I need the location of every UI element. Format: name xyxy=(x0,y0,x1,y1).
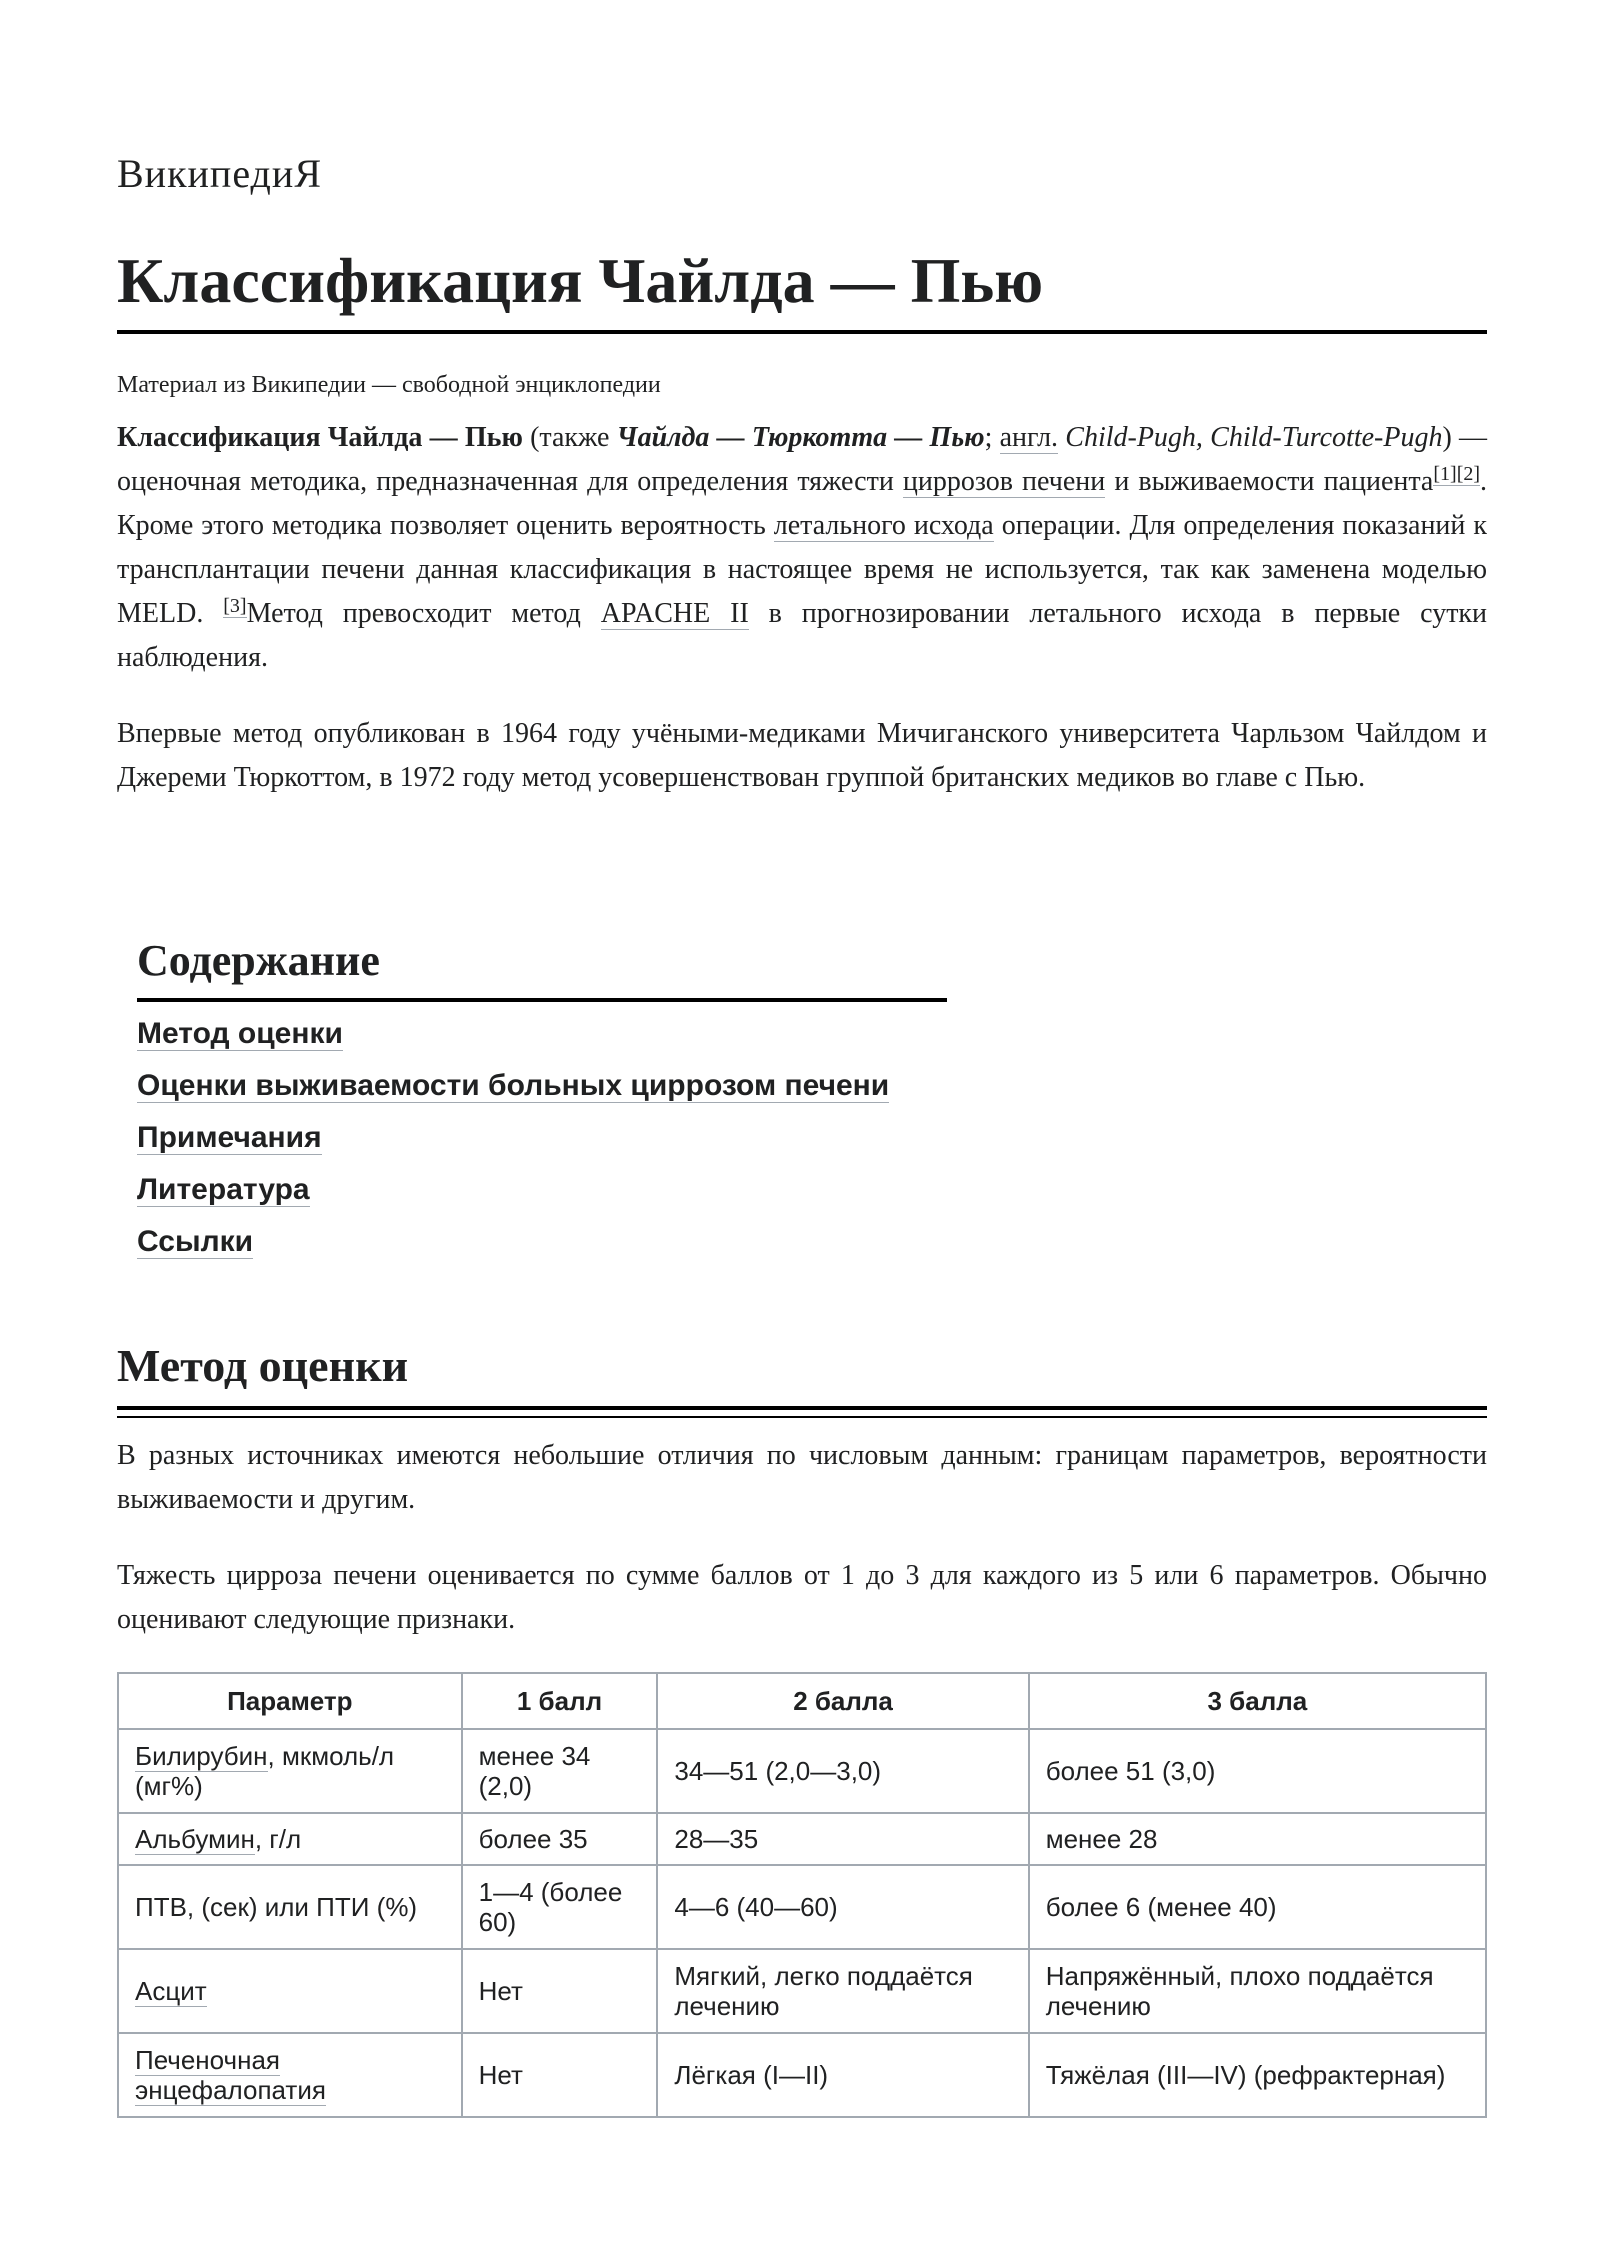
table-of-contents xyxy=(137,930,947,1268)
ref-link-3[interactable]: [3] xyxy=(223,594,247,617)
cirrhosis-link[interactable]: циррозов печени xyxy=(902,466,1106,497)
column-header: 1 балл xyxy=(462,1673,658,1729)
table-row xyxy=(118,1729,1486,1813)
table-cell: Нет xyxy=(462,2033,658,2117)
table-cell: более 51 (3,0) xyxy=(1029,1729,1486,1813)
intro-text: . Кроме этого методика позволяет оценить вероятность xyxy=(117,466,1488,541)
table-cell: 1—4 (более 60) xyxy=(462,1865,658,1949)
table-row xyxy=(118,1865,1486,1949)
ref-link-1-2[interactable]: [1][2] xyxy=(1433,462,1481,485)
lang-link[interactable]: англ. xyxy=(999,422,1059,453)
child-pugh-table xyxy=(117,1672,1487,2118)
intro-alt-name: Чайлда — Тюркотта — Пью xyxy=(616,422,985,453)
section-heading: Метод оценки xyxy=(117,1334,1487,1410)
param-cell: Билирубин, мкмоль/л (мг%) xyxy=(118,1729,462,1813)
intro-text: Метод превосходит метод xyxy=(246,598,601,629)
intro-text: и выживаемости пациента xyxy=(1105,466,1434,497)
toc-item[interactable]: Оценки выживаемости больных циррозом печени xyxy=(137,1069,890,1102)
param-cell xyxy=(118,1949,462,2033)
table-cell: 28—35 xyxy=(657,1813,1028,1865)
section-paragraph: В разных источниках имеются небольшие отличия по числовым данным: границам параметров, вероятности выживаемости и другим. xyxy=(117,1440,1487,1515)
section-paragraph: Тяжесть цирроза печени оценивается по сумме баллов от 1 до 3 для каждого из 5 или 6 параметров. Обычно оценивают следующие признаки. xyxy=(117,1560,1487,1635)
param-cell: Альбумин, г/л xyxy=(118,1813,462,1865)
table-row xyxy=(118,1949,1486,2033)
table-cell: менее 28 xyxy=(1029,1813,1486,1865)
table-cell: Нет xyxy=(462,1949,658,2033)
table-row xyxy=(118,1813,1486,1865)
param-cell: ПТВ, (сек) или ПТИ (%) xyxy=(118,1865,462,1949)
intro-text: (также xyxy=(522,422,617,453)
table-cell: Мягкий, легко поддаётся лечению xyxy=(657,1949,1028,2033)
albumin-link[interactable]: Альбумин xyxy=(135,1824,255,1854)
page-title: Классификация Чайлда — Пью xyxy=(117,238,1487,334)
column-header: Параметр xyxy=(118,1673,462,1729)
table-cell: менее 34 (2,0) xyxy=(462,1729,658,1813)
ascites-link[interactable]: Асцит xyxy=(135,1976,207,2006)
table-cell: 34—51 (2,0—3,0) xyxy=(657,1729,1028,1813)
site-subtitle: Материал из Википедии — свободной энциклопедии xyxy=(117,372,661,398)
table-cell: Напряжённый, плохо поддаётся лечению xyxy=(1029,1949,1486,2033)
intro-eng-names: Child-Pugh, Child-Turcotte-Pugh xyxy=(1058,422,1443,453)
toc-item[interactable]: Ссылки xyxy=(137,1225,254,1258)
table-header-row xyxy=(118,1673,1486,1729)
history-paragraph: Впервые метод опубликован в 1964 году учёными-медиками Мичиганского университета Чарльзом Чайлдом и Джереми Тюркоттом, в 1972 году метод усовершенствован группой британских медиков во главе с Пью. xyxy=(117,718,1487,793)
toc-heading: Содержание xyxy=(137,930,947,1002)
intro-bold-title: Классификация Чайлда — Пью xyxy=(117,422,523,453)
wikipedia-logo[interactable]: ВикипедиЯ xyxy=(117,151,322,196)
intro-text: операции. Для определения показаний к трансплантации печени данная классификация в настоящее время не используется, так как заменена моделью MELD. xyxy=(117,510,1487,629)
bilirubin-link[interactable]: Билирубин xyxy=(135,1741,268,1771)
toc-item[interactable]: Примечания xyxy=(137,1121,322,1154)
toc-item[interactable]: Метод оценки xyxy=(137,1017,343,1050)
lethal-outcome-link[interactable]: летального исхода xyxy=(773,510,994,541)
column-header: 3 балла xyxy=(1029,1673,1486,1729)
table-cell: 4—6 (40—60) xyxy=(657,1865,1028,1949)
table-cell: Лёгкая (I—II) xyxy=(657,2033,1028,2117)
column-header: 2 балла xyxy=(657,1673,1028,1729)
table-cell: более 35 xyxy=(462,1813,658,1865)
table-cell: Тяжёлая (III—IV) (рефрактерная) xyxy=(1029,2033,1486,2117)
param-cell xyxy=(118,2033,462,2117)
intro-text: в прогнозировании летального исхода в первые сутки наблюдения. xyxy=(117,598,1488,673)
apache-link[interactable]: APACHE II xyxy=(600,598,749,629)
encephalopathy-link[interactable]: Печеночная энцефалопатия xyxy=(135,2045,326,2105)
table-cell: более 6 (менее 40) xyxy=(1029,1865,1486,1949)
intro-paragraph xyxy=(117,416,1487,680)
table-row xyxy=(118,2033,1486,2117)
intro-text: ) — оценочная методика, предназначенная для определения тяжести xyxy=(117,422,1488,497)
intro-text: ; xyxy=(984,422,1000,453)
toc-item[interactable]: Литература xyxy=(137,1173,310,1206)
